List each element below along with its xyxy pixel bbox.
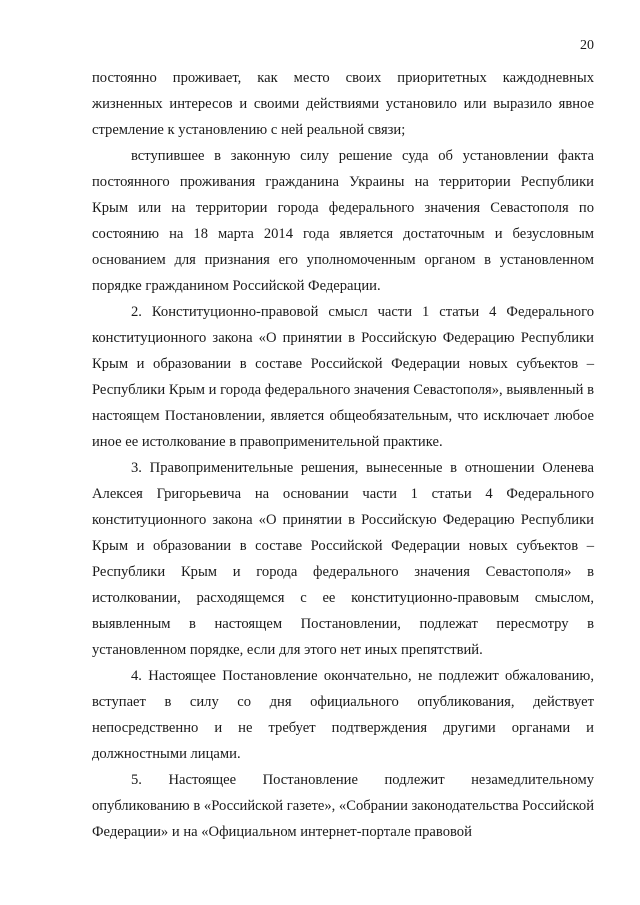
page-number: 20 xyxy=(580,38,594,53)
document-body xyxy=(92,65,594,845)
paragraph-item-2: 2. Конституционно-правовой смысл части 1 статьи 4 Федерального конституционного закона «О принятии в Российскую Федерацию Республики Крым и образовании в составе Российской Федерации новых субъектов – Республики Крым и города федерального значения Севастополя», выявленный в настоящем Постановлении, является общеобязательным, что исключает любое иное ее истолкование в правоприменительной практике. xyxy=(92,304,594,450)
paragraph-continuation: постоянно проживает, как место своих приоритетных каждодневных жизненных интересов и своими действиями установило или выразило явное стремление к установлению с ней реальной связи; xyxy=(92,70,594,138)
paragraph-court-decision: вступившее в законную силу решение суда об установлении факта постоянного проживания гражданина Украины на территории Республики Крым или на территории города федерального значения Севастополя по состоянию на 18 марта 2014 года является достаточным и безусловным основанием для признания его уполномоченным органом в установленном порядке гражданином Российской Федерации. xyxy=(92,148,594,294)
paragraph-item-3: 3. Правоприменительные решения, вынесенные в отношении Оленева Алексея Григорьевича на основании части 1 статьи 4 Федерального конституционного закона «О принятии в Российскую Федерацию Республики Крым и образовании в составе Российской Федерации новых субъектов – Республики Крым и города федерального значения Севастополя» в истолковании, расходящемся с ее конституционно-правовым смыслом, выявленным в настоящем Постановлении, подлежат пересмотру в установленном порядке, если для этого нет иных препятствий. xyxy=(92,460,594,658)
paragraph-item-4: 4. Настоящее Постановление окончательно, не подлежит обжалованию, вступает в силу со дня официального опубликования, действует непосредственно и не требует подтверждения другими органами и должностными лицами. xyxy=(92,668,594,762)
paragraph-item-5: 5. Настоящее Постановление подлежит незамедлительному опубликованию в «Российской газете», «Собрании законодательства Российской Федерации» и на «Официальном интернет-портале правовой xyxy=(92,772,595,840)
